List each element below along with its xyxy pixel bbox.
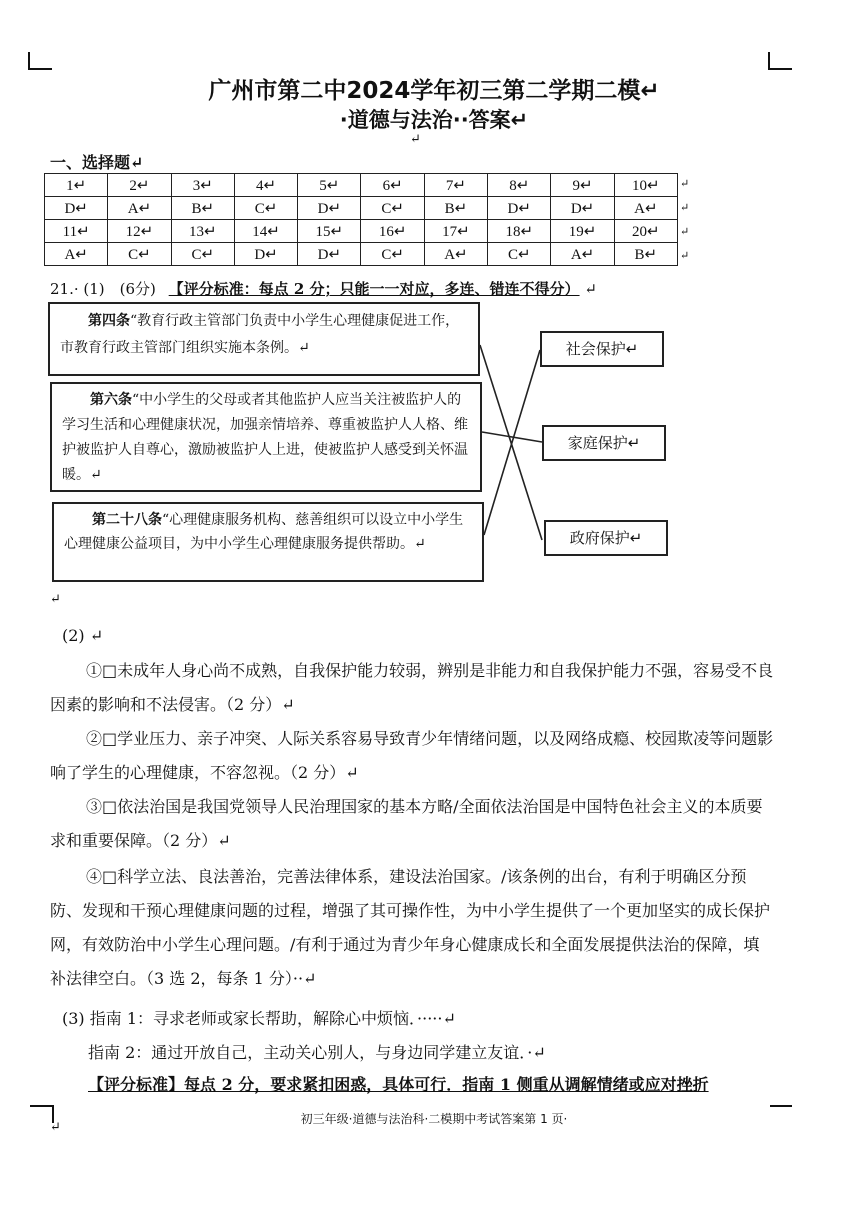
table-cell: 10↵ [614, 174, 677, 197]
table-cell: 9↵ [551, 174, 614, 197]
table-cell: A↵ [108, 197, 171, 220]
table-cell: 19↵ [551, 220, 614, 243]
table-cell: 16↵ [361, 220, 424, 243]
article-body: “教育行政主管部门负责中小学生心理健康促进工作，市教育行政主管部门组织实施本条例。↵ [60, 313, 460, 356]
bottom-mark: ↵ [50, 1120, 61, 1135]
row-mark: ↵ [680, 177, 690, 190]
table-cell: D↵ [298, 243, 361, 266]
table-cell: 3↵ [171, 174, 234, 197]
table-cell: B↵ [424, 197, 487, 220]
table-cell: 12↵ [108, 220, 171, 243]
item-number: ③□ [86, 797, 118, 816]
table-cell: 17↵ [424, 220, 487, 243]
item-text: 依法治国是我国党领导人民治理国家的基本方略/全面依法治国是中国特色社会主义的本质要求和重要保障。（2 分）↵ [50, 797, 763, 850]
item-text: 学业压力、亲子冲突、人际关系容易导致青少年情绪问题，以及网络成瘾、校园欺凌等问题影响了学生的心理健康，不容忽视。（2 分）↵ [50, 729, 774, 782]
page-subtitle: ·道德与法治··答案↵ [339, 108, 529, 132]
article-body: “中小学生的父母或者其他监护人应当关注被监护人的学习生活和心理健康状况，加强亲情培养、尊重被监护人人格、维护被监护人自尊心，激励被监护人上进，使被监护人感受到关怀温暖。↵ [62, 392, 468, 483]
table-cell: 1↵ [45, 174, 108, 197]
table-cell: C↵ [171, 243, 234, 266]
table-cell: C↵ [234, 197, 297, 220]
category-family-protection: 家庭保护↵ [542, 425, 666, 461]
table-cell: D↵ [45, 197, 108, 220]
item-text: 未成年人身心尚不成熟，自我保护能力较弱，辨别是非能力和自我保护能力不强，容易受不良因素的影响和不法侵害。（2 分）↵ [50, 661, 774, 714]
table-cell: C↵ [108, 243, 171, 266]
table-cell: 18↵ [488, 220, 551, 243]
table-cell: A↵ [45, 243, 108, 266]
table-cell: D↵ [488, 197, 551, 220]
table-cell: D↵ [234, 243, 297, 266]
page-footer: 初三年级·道德与法治科·二模期中考试答案第 1 页· [300, 1112, 568, 1126]
article-body: “心理健康服务机构、慈善组织可以设立中小学生心理健康公益项目，为中小学生心理健康服务提供帮助。↵ [64, 512, 464, 552]
part3-guide-2: 指南 2：通过开放自己，主动关心别人，与身边同学建立友谊．·↵ [88, 1043, 546, 1062]
page-title: 广州市第二中2024学年初三第二学期二模↵ [208, 78, 660, 104]
item-number: ④□ [86, 867, 118, 886]
table-cell: 20↵ [614, 220, 677, 243]
table-cell: A↵ [551, 243, 614, 266]
question-21-tail: ↵ [584, 280, 597, 298]
table-cell: 7↵ [424, 174, 487, 197]
table-cell: 4↵ [234, 174, 297, 197]
table-cell: 5↵ [298, 174, 361, 197]
part2-item-3 [50, 790, 775, 858]
part2-item-2 [50, 722, 775, 790]
row-mark: ↵ [680, 249, 690, 262]
blank-mark: ↵ [50, 592, 61, 607]
table-cell: 6↵ [361, 174, 424, 197]
part2-item-1 [50, 654, 775, 722]
table-cell: A↵ [614, 197, 677, 220]
table-cell: C↵ [361, 197, 424, 220]
article-head: 第四条 [88, 313, 130, 329]
part2-item-4 [50, 860, 775, 996]
row-mark: ↵ [680, 225, 690, 238]
article-head: 第六条 [90, 392, 132, 408]
item-number: ①□ [86, 661, 118, 680]
section-heading-choice: 一、选择题↵ [50, 153, 144, 172]
table-cell: 15↵ [298, 220, 361, 243]
table-cell: 8↵ [488, 174, 551, 197]
table-cell: C↵ [488, 243, 551, 266]
row-mark: ↵ [680, 201, 690, 214]
criteria-bracket: 【评分标准】 [88, 1075, 185, 1094]
table-cell: C↵ [361, 243, 424, 266]
part2-label: (2) ↵ [62, 626, 104, 645]
table-cell: 14↵ [234, 220, 297, 243]
table-cell: D↵ [551, 197, 614, 220]
table-cell: 11↵ [45, 220, 108, 243]
crop-mark-bottom-left [30, 1105, 52, 1107]
table-cell: 2↵ [108, 174, 171, 197]
part3-criteria [88, 1072, 709, 1095]
criteria-text: 每点 2 分，要求紧扣困惑，具体可行．指南 1 侧重从调解情绪或应对挫折 [184, 1075, 709, 1094]
item-number: ②□ [86, 729, 118, 748]
table-cell: B↵ [614, 243, 677, 266]
item-text: 科学立法、良法善治，完善法律体系，建设法治国家。/该条例的出台，有利于明确区分预防、发现和干预心理健康问题的过程，增强了其可操作性，为中小学生提供了一个更加坚实的成长保护网，有效防治中小学生心理问题。/有利于通过为青少年身心健康成长和全面发展提供法治的保障，填补法律空白。（3 选 2，每条 1 分）··↵ [50, 867, 771, 988]
part3-guide-1: (3) 指南 1：寻求老师或家长帮助，解除心中烦恼．·····↵ [62, 1009, 456, 1028]
table-cell: B↵ [171, 197, 234, 220]
table-cell: A↵ [424, 243, 487, 266]
crop-mark-bottom-right [770, 1105, 792, 1107]
question-21-criteria: 【评分标准：每点 2 分；只能一一对应，多连、错连不得分） [168, 280, 580, 298]
title-mark: ↵ [410, 132, 421, 147]
category-government-protection: 政府保护↵ [544, 520, 668, 556]
table-cell: 13↵ [171, 220, 234, 243]
article-head: 第二十八条 [92, 512, 162, 528]
question-21-label: 21.· (1) (6分) [50, 280, 156, 298]
category-social-protection: 社会保护↵ [540, 331, 664, 367]
table-cell: D↵ [298, 197, 361, 220]
